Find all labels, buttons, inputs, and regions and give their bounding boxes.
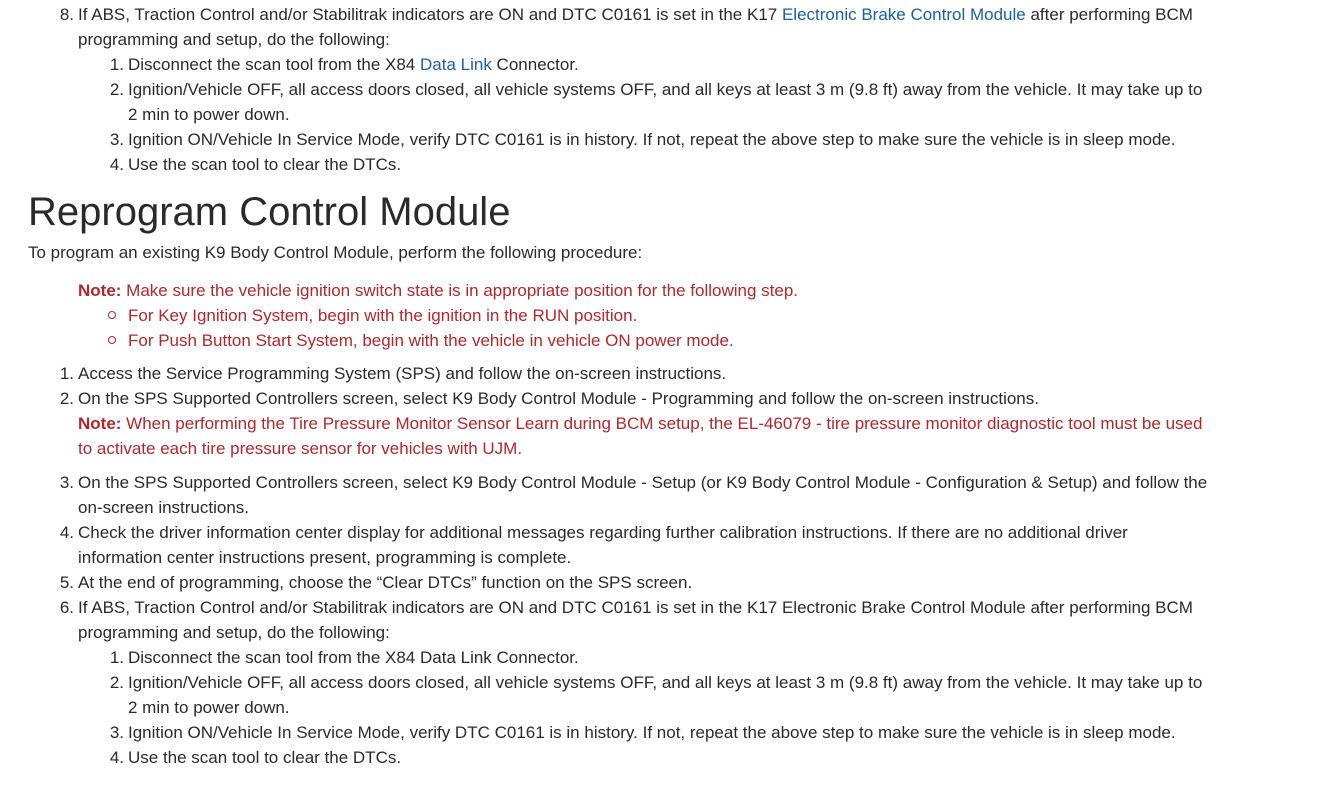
list-item-step-2 <box>50 386 1039 411</box>
step-2-note <box>78 411 1202 436</box>
list-item-substep-3 <box>100 720 1176 745</box>
substep-number: 2. <box>109 673 124 692</box>
substep-number: 1. <box>109 55 124 74</box>
note-label: Note: <box>78 414 122 433</box>
note-bullet-item <box>108 303 637 328</box>
step-text-continuation: on-screen instructions. <box>78 498 250 517</box>
substep-text: Ignition/Vehicle OFF, all access doors closed, all vehicle systems OFF, and all keys at least 3 m (9.8 ft) away from the vehicle. It may take up to <box>128 673 1203 692</box>
step-text-continuation: programming and setup, do the following: <box>78 30 390 49</box>
circle-bullet-icon <box>108 311 116 319</box>
substep-number: 4. <box>109 155 124 174</box>
step-number: 6. <box>59 598 74 617</box>
step-text-continuation: information center instructions present, programming is complete. <box>78 548 572 567</box>
note-text: Make sure the vehicle ignition switch state is in appropriate position for the following step. <box>121 281 799 300</box>
list-item-step-4 <box>50 520 1128 545</box>
list-item-substep-2-top <box>100 77 1202 102</box>
step-text-after-link: after performing BCM <box>1025 5 1193 24</box>
substep-number: 1. <box>109 648 124 667</box>
substep-text: Ignition ON/Vehicle In Service Mode, verify DTC C0161 is in history. If not, repeat the above step to make sure the vehicle is in sleep mode. <box>128 130 1176 149</box>
note-bullet-text: For Key Ignition System, begin with the ignition in the RUN position. <box>128 306 638 325</box>
substep-text: Disconnect the scan tool from the X84 Data Link Connector. <box>128 648 579 667</box>
step-text: If ABS, Traction Control and/or Stabilitrak indicators are ON and DTC C0161 is set in the K17 <box>78 5 782 24</box>
substep-number: 3. <box>109 130 124 149</box>
substep-text-after-link: Connector. <box>491 55 579 74</box>
step-number: 8. <box>59 5 74 24</box>
list-item-step-6 <box>50 595 1193 620</box>
note-bullet-text: For Push Button Start System, begin with the vehicle in vehicle ON power mode. <box>128 331 734 350</box>
list-item-substep-1 <box>100 645 579 670</box>
section-title: Reprogram Control Module <box>28 190 511 234</box>
list-item-substep-2 <box>100 670 1202 695</box>
list-item-step-5 <box>50 570 692 595</box>
note-bullet-item <box>108 328 734 353</box>
substep-number: 2. <box>109 80 124 99</box>
step-text: Access the Service Programming System (SPS) and follow the on-screen instructions. <box>78 364 727 383</box>
step-number: 5. <box>59 573 74 592</box>
note-box <box>78 278 798 303</box>
step-text: On the SPS Supported Controllers screen, select K9 Body Control Module - Programming and follow the on-screen instructions. <box>78 389 1039 408</box>
list-item-step-1 <box>50 361 726 386</box>
substep-text: Ignition ON/Vehicle In Service Mode, verify DTC C0161 is in history. If not, repeat the above step to make sure the vehicle is in sleep mode. <box>128 723 1176 742</box>
step-number: 3. <box>59 473 74 492</box>
substep-text: Use the scan tool to clear the DTCs. <box>128 748 402 767</box>
list-item-step-3 <box>50 470 1207 495</box>
substep-text: Disconnect the scan tool from the X84 <box>128 55 420 74</box>
section-intro: To program an existing K9 Body Control Module, perform the following procedure: <box>28 243 643 262</box>
step-text: On the SPS Supported Controllers screen, select K9 Body Control Module - Setup (or K9 Body Control Module - Configuration & Setup) and follow the <box>78 473 1208 492</box>
list-item-substep-4 <box>100 745 401 770</box>
step-number: 1. <box>59 364 74 383</box>
step-text-continuation: programming and setup, do the following: <box>78 623 390 642</box>
circle-bullet-icon <box>108 336 116 344</box>
list-item-step-8-top <box>50 2 1193 27</box>
list-item-substep-3-top <box>100 127 1176 152</box>
substep-number: 4. <box>109 748 124 767</box>
list-item-substep-1-top <box>100 52 579 77</box>
substep-text-continuation: 2 min to power down. <box>128 698 290 717</box>
step-text: If ABS, Traction Control and/or Stabilitrak indicators are ON and DTC C0161 is set in the K17 Electronic Brake Control Module after performing BCM <box>78 598 1193 617</box>
step-number: 4. <box>59 523 74 542</box>
note-label: Note: <box>78 281 122 300</box>
substep-text-continuation: 2 min to power down. <box>128 105 290 124</box>
step-number: 2. <box>59 389 74 408</box>
substep-text: Use the scan tool to clear the DTCs. <box>128 155 402 174</box>
note-text-continuation: to activate each tire pressure sensor for vehicles with UJM. <box>78 439 523 458</box>
electronic-brake-control-module-link[interactable]: Electronic Brake Control Module <box>781 5 1026 24</box>
list-item-substep-4-top <box>100 152 401 177</box>
substep-text: Ignition/Vehicle OFF, all access doors closed, all vehicle systems OFF, and all keys at least 3 m (9.8 ft) away from the vehicle. It may take up to <box>128 80 1203 99</box>
data-link-link[interactable]: Data Link <box>420 55 492 74</box>
substep-number: 3. <box>109 723 124 742</box>
note-text: When performing the Tire Pressure Monitor Sensor Learn during BCM setup, the EL-46079 - tire pressure monitor diagnostic tool must be used <box>121 414 1203 433</box>
step-text: Check the driver information center display for additional messages regarding further calibration instructions. If there are no additional driver <box>78 523 1128 542</box>
step-text: At the end of programming, choose the “Clear DTCs” function on the SPS screen. <box>78 573 693 592</box>
